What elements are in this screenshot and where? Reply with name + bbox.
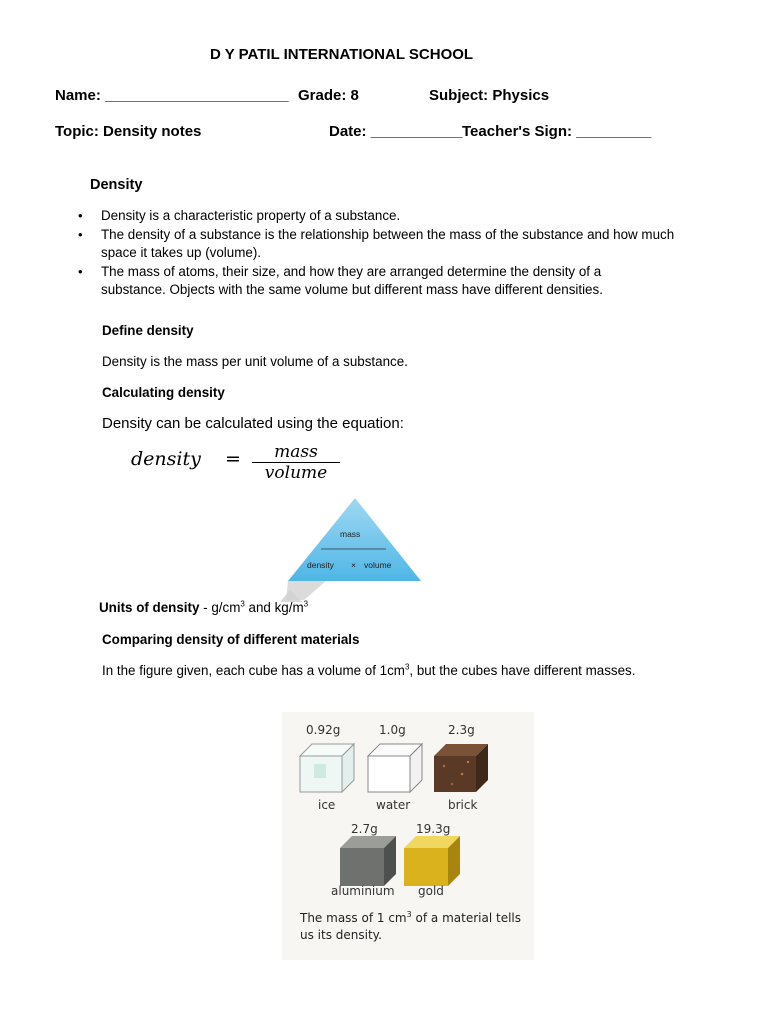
triangle-volume: volume bbox=[364, 560, 392, 570]
equation-lhs: density bbox=[131, 448, 201, 470]
gold-label: gold bbox=[418, 884, 444, 898]
units-line bbox=[99, 599, 308, 618]
ice-mass: 0.92g bbox=[306, 723, 341, 737]
comparing-text-a: In the figure given, each cube has a volume of 1cm bbox=[102, 663, 405, 678]
grade-label: Grade: 8 bbox=[298, 87, 359, 104]
gold-cube bbox=[402, 834, 466, 888]
units-label: Units of density bbox=[99, 600, 200, 615]
school-title: D Y PATIL INTERNATIONAL SCHOOL bbox=[210, 46, 474, 63]
teacher-sign-label: Teacher's Sign: _________ bbox=[462, 123, 652, 140]
brick-mass: 2.3g bbox=[448, 723, 475, 737]
cubes-figure bbox=[282, 712, 534, 960]
brick-cube bbox=[432, 742, 492, 794]
comparing-heading: Comparing density of different materials bbox=[102, 632, 360, 647]
section-title: Density bbox=[90, 177, 143, 193]
triangle-density: density bbox=[307, 560, 334, 570]
triangle-times: × bbox=[351, 560, 356, 570]
comparing-text bbox=[102, 662, 692, 681]
bullet-item: • The density of a substance is the relationship between the mass of the substance and how much space it takes up (volume). bbox=[78, 226, 678, 263]
equation-equals: = bbox=[225, 448, 241, 470]
bullet-list bbox=[78, 207, 678, 300]
aluminium-label: aluminium bbox=[331, 884, 395, 898]
water-mass: 1.0g bbox=[379, 723, 406, 737]
units-dash: - g/cm bbox=[199, 600, 241, 615]
equation-numerator: mass bbox=[274, 442, 318, 462]
water-label: water bbox=[376, 798, 411, 812]
units-sup1: 3 bbox=[240, 599, 245, 609]
ice-cube bbox=[298, 742, 358, 794]
bullet-item: • Density is a characteristic property of a substance. bbox=[78, 207, 678, 226]
equation-fraction bbox=[252, 443, 340, 482]
caption-sup: 3 bbox=[406, 910, 412, 919]
caption-a: The mass of 1 cm bbox=[300, 911, 407, 925]
calculating-heading: Calculating density bbox=[102, 385, 225, 400]
brick-label: brick bbox=[448, 798, 478, 812]
equation-denominator: volume bbox=[264, 463, 328, 484]
aluminium-mass: 2.7g bbox=[351, 822, 378, 836]
water-cube bbox=[366, 742, 426, 794]
units-and: and kg/m bbox=[244, 600, 304, 615]
define-text: Density is the mass per unit volume of a substance. bbox=[102, 354, 408, 369]
triangle-graphic bbox=[280, 492, 430, 604]
name-field-label: Name: ______________________ bbox=[55, 87, 289, 104]
topic-label: Topic: Density notes bbox=[55, 123, 202, 140]
triangle-mass: mass bbox=[340, 529, 361, 539]
aluminium-cube bbox=[338, 834, 402, 888]
comparing-sup: 3 bbox=[404, 662, 410, 672]
define-heading: Define density bbox=[102, 323, 194, 338]
figure-caption bbox=[300, 910, 525, 944]
equation-intro: Density can be calculated using the equation: bbox=[102, 415, 404, 432]
bullet-item: • The mass of atoms, their size, and how they are arranged determine the density of a substance. Objects with the same volume but different mass have different densities. bbox=[78, 263, 611, 300]
gold-mass: 19.3g bbox=[416, 822, 451, 836]
date-field-label: Date: ___________ bbox=[329, 123, 463, 140]
density-triangle bbox=[280, 492, 430, 604]
comparing-text-b: , but the cubes have different masses. bbox=[409, 663, 636, 678]
ice-label: ice bbox=[318, 798, 336, 812]
units-sup2: 3 bbox=[303, 599, 309, 609]
subject-label: Subject: Physics bbox=[429, 87, 550, 104]
caption-b: of a material tells us its density. bbox=[300, 911, 521, 942]
